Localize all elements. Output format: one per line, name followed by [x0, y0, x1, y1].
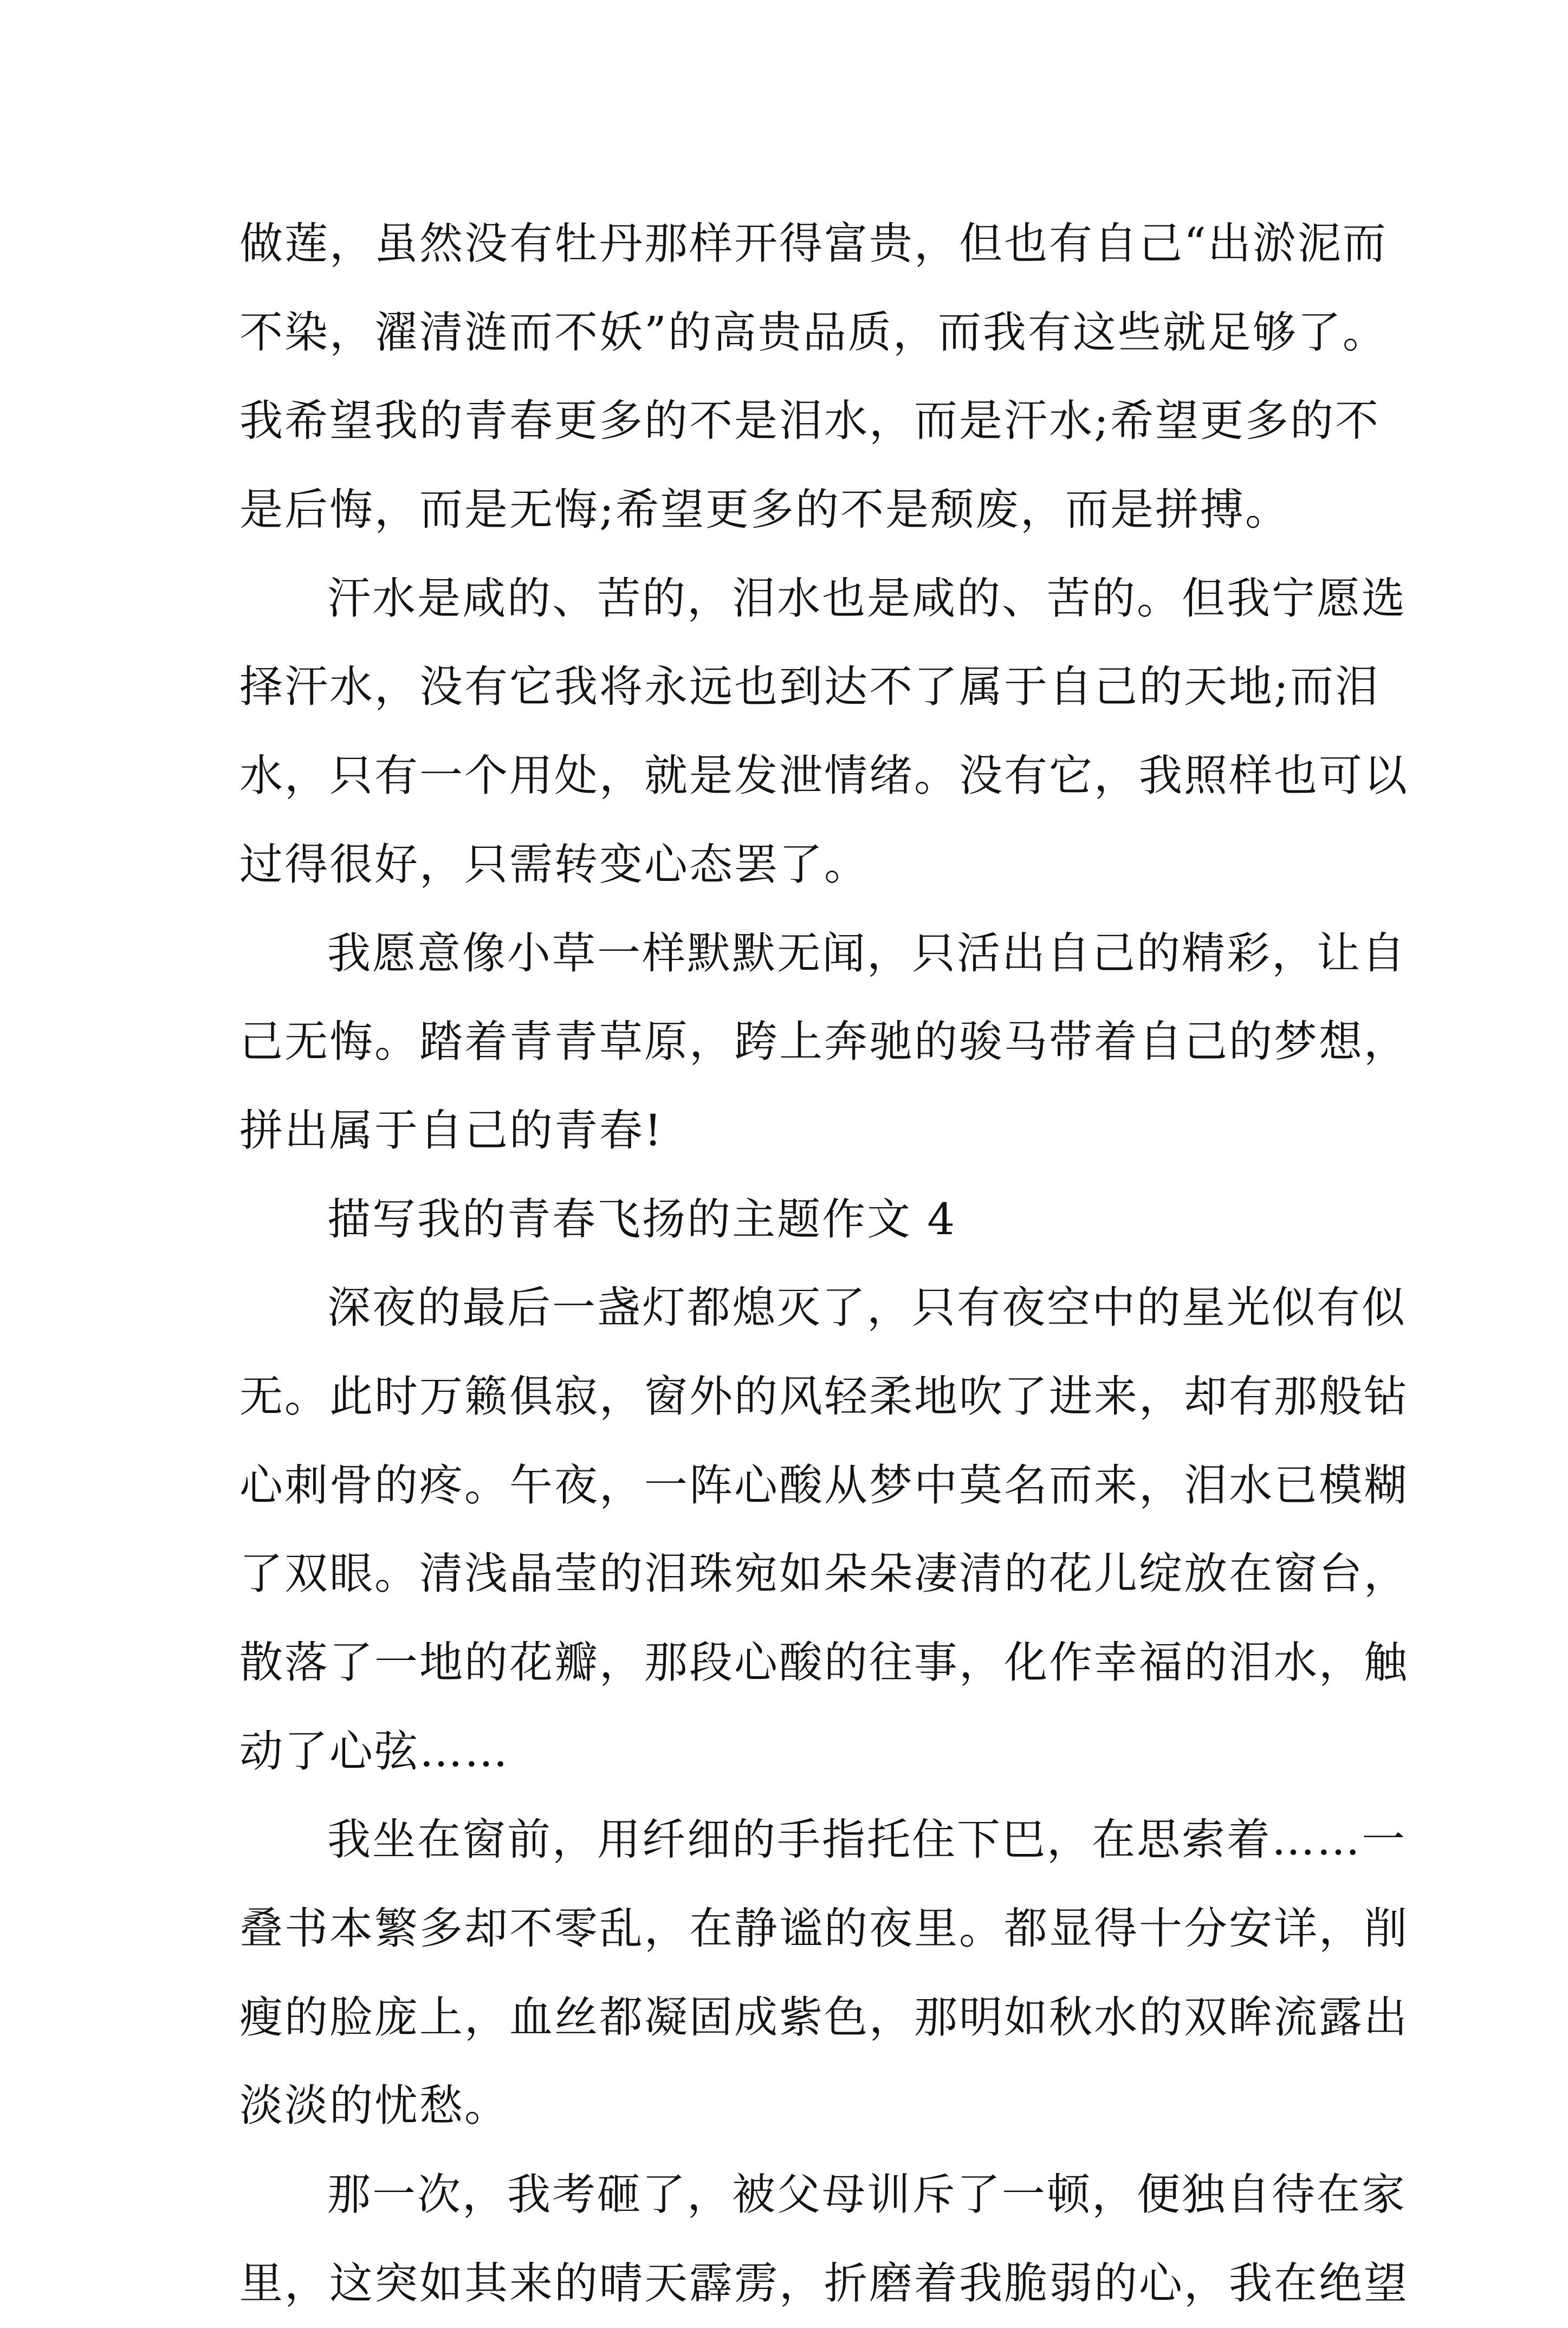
- essay-body: [239, 199, 1409, 2328]
- text-line: 做莲，虽然没有牡丹那样开得富贵，但也有自己“出淤泥而: [239, 218, 1388, 269]
- text-line: 我愿意像小草一样默默无闻，只活出自己的精彩，让自: [327, 928, 1407, 978]
- text-line: 拼出属于自己的青春!: [239, 1105, 664, 1156]
- text-line: 里，这突如其来的晴天霹雳，折磨着我脆弱的心，我在绝望: [239, 2258, 1409, 2308]
- text-line: 心刺骨的疼。午夜，一阵心酸从梦中莫名而来，泪水已模糊: [239, 1460, 1409, 1510]
- text-line: 深夜的最后一盏灯都熄灭了，只有夜空中的星光似有似: [327, 1282, 1407, 1333]
- text-line: 叠书本繁多却不零乱，在静谧的夜里。都显得十分安详，削: [239, 1903, 1409, 1954]
- text-line: 那一次，我考砸了，被父母训斥了一顿，便独自待在家: [327, 2169, 1407, 2220]
- text-line: 无。此时万籁俱寂，窗外的风轻柔地吹了进来，却有那般钻: [239, 1371, 1409, 1422]
- text-line: 了双眼。清浅晶莹的泪珠宛如朵朵凄清的花儿绽放在窗台，: [239, 1548, 1409, 1599]
- text-line: 动了心弦……: [239, 1726, 509, 1776]
- text-line: 是后悔，而是无悔;希望更多的不是颓废，而是拼搏。: [239, 484, 1290, 535]
- text-line: 散落了一地的花瓣，那段心酸的往事，化作幸福的泪水，触: [239, 1637, 1409, 1688]
- text-line: 不染，濯清涟而不妖”的高贵品质，而我有这些就足够了。: [239, 307, 1388, 358]
- text-line: 己无悔。踏着青青草原，跨上奔驰的骏马带着自己的梦想，: [239, 1016, 1409, 1067]
- text-line: 汗水是咸的、苦的，泪水也是咸的、苦的。但我宁愿选: [327, 573, 1407, 624]
- text-line: 过得很好，只需转变心态罢了。: [239, 839, 869, 890]
- text-line: 择汗水，没有它我将永远也到达不了属于自己的天地;而泪: [239, 662, 1380, 712]
- text-line: 我希望我的青春更多的不是泪水，而是汗水;希望更多的不: [239, 395, 1380, 446]
- text-line: 水，只有一个用处，就是发泄情绪。没有它，我照样也可以: [239, 750, 1409, 801]
- text-line: 淡淡的忧愁。: [239, 2080, 509, 2131]
- text-line: 我坐在窗前，用纤细的手指托住下巴，在思索着……一: [327, 1814, 1407, 1865]
- text-line: 描写我的青春飞扬的主题作文 4: [327, 1194, 957, 1244]
- text-line: 瘦的脸庞上，血丝都凝固成紫色，那明如秋水的双眸流露出: [239, 1992, 1409, 2042]
